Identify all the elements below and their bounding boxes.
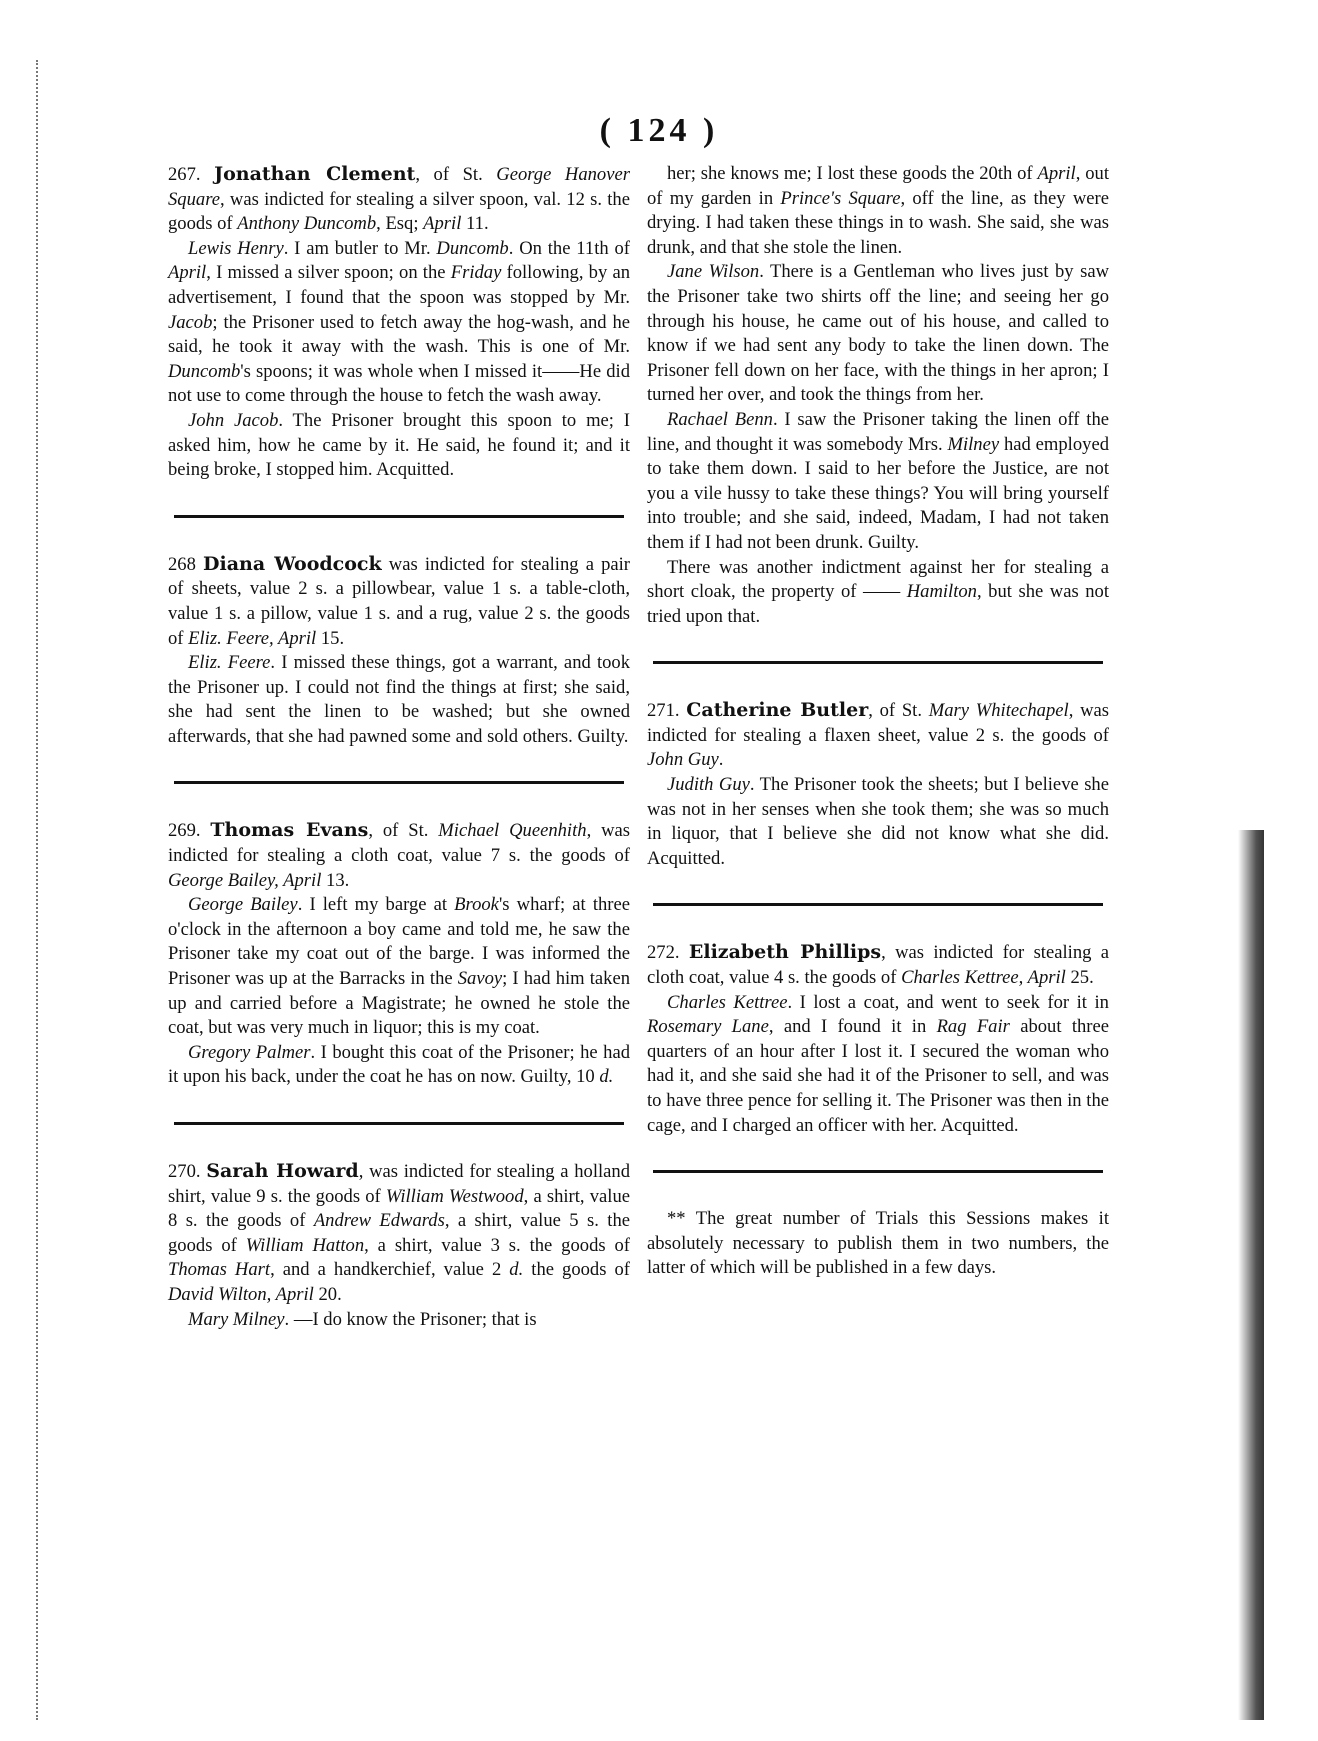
text-run: . The Prisoner brought this spoon to me; I asked him, how he came by it. He said, he found it; and it being broke, I stopped him. xyxy=(168,409,630,481)
italic-run: d. xyxy=(599,1066,614,1088)
text-run: ; the Prisoner used to fetch away the hog-wash, and he said, he took it away with the wash. This is one of Mr. xyxy=(168,311,630,358)
trial-entry xyxy=(168,552,630,750)
text-run: 15. xyxy=(316,627,345,649)
text-run: , a shirt, value 8 s. the goods of xyxy=(168,1185,630,1232)
text-run: , but she was not tried upon that. xyxy=(647,581,1109,627)
text-run: had employed to take them down. I said to her before the Justice, are not you a vile hussy to take these things? You will bring yourself into trouble; and she said, indeed, Madam, I had not taken them if I had not been drunk. xyxy=(647,433,1109,553)
text-run: 11. xyxy=(461,213,489,235)
scan-margin-right xyxy=(1238,830,1264,1720)
text-run: , and I found it in xyxy=(768,1016,937,1038)
testimony-paragraph xyxy=(168,893,630,1041)
trial-entry xyxy=(647,940,1109,1138)
italic-run: Eliz. Feere, April xyxy=(188,627,317,649)
italic-run: Thomas Hart xyxy=(168,1259,271,1281)
section-divider xyxy=(174,1122,624,1125)
notice-text: ** The great number of Trials this Sessions makes it absolutely necessary to publish them in two numbers, the latter of which will be published in a few days. xyxy=(647,1208,1109,1279)
text-run: , out of my garden in xyxy=(647,163,1109,209)
text-run: , was indicted for stealing a cloth coat, value 7 s. the goods of xyxy=(168,820,631,867)
text-run: . I am butler to Mr. xyxy=(283,237,437,259)
italic-run: Prince's Square xyxy=(780,187,901,209)
defendant-name: Diana Woodcock xyxy=(203,552,382,575)
text-run: 268 xyxy=(168,553,204,575)
scan-margin-left xyxy=(36,60,64,1720)
testimony-paragraph xyxy=(647,991,1109,1139)
verdict: Guilty, 10 xyxy=(520,1066,600,1088)
italic-run: April xyxy=(423,213,462,235)
text-run: 267. xyxy=(168,164,215,185)
italic-run: William Westwood xyxy=(385,1185,524,1207)
text-run: , a shirt, value 5 s. the goods of xyxy=(168,1210,631,1256)
text-run: , was indicted for stealing a flaxen sheet, value 2 s. the goods of xyxy=(647,700,1109,746)
witness-name: Rachael Benn xyxy=(667,408,773,430)
text-run: . I missed these things, got a warrant, and took the Prisoner up. I could not find the things at first; she said, she had sent the linen to be washed; but she owned afterwards, that she had pawned some and sold others. xyxy=(168,652,631,747)
defendant-name: Thomas Evans xyxy=(210,819,369,842)
testimony-paragraph xyxy=(168,651,630,749)
verdict: Acquitted. xyxy=(647,847,725,869)
text-run: , was indicted for stealing a holland shirt, value 9 s. the goods of xyxy=(168,1161,631,1207)
italic-run: Andrew Edwards xyxy=(313,1210,445,1232)
defendant-name: Catherine Butler xyxy=(686,699,869,722)
witness-name: Mary Milney xyxy=(188,1308,285,1330)
text-run: ; I had him taken up and carried before a Magistrate; he owned he stole the coat, but was very much in liquor; this is my coat. xyxy=(168,968,630,1039)
section-divider xyxy=(653,1170,1103,1173)
testimony-paragraph xyxy=(647,260,1109,408)
witness-name: Judith Guy xyxy=(667,774,750,796)
testimony-paragraph xyxy=(168,237,630,409)
indictment-paragraph xyxy=(647,162,1109,260)
text-run: . There is a Gentleman who lives just by saw the Prisoner take two shirts off the line; and seeing her go through his house, he came out of his house, and called to know if we had sent any body to take the linen down. The Prisoner fell down on her face, with the things in her apron; I turned her over, and took the things from her. xyxy=(647,261,1110,406)
left-column xyxy=(168,162,630,1332)
text-run: her; she knows me; I lost these goods the 20th of xyxy=(667,163,1038,184)
page-number: ( 124 ) xyxy=(599,112,719,149)
text-run: , was indicted for stealing a cloth coat, value 4 s. the goods of xyxy=(647,942,1109,989)
text-run: 's spoons; it was whole when I missed it——He did not use to come through the house to fetch the wash away. xyxy=(168,360,630,407)
defendant-name: Sarah Howard xyxy=(206,1160,359,1182)
text-run: , of St. xyxy=(368,820,439,842)
text-run: following, by an advertisement, I found that the spoon was stopped by Mr. xyxy=(168,262,630,308)
italic-run: April xyxy=(1037,163,1076,184)
witness-name: Charles Kettree xyxy=(667,991,788,1013)
italic-run: John Guy xyxy=(647,749,719,771)
italic-run: Brook xyxy=(454,894,499,916)
italic-run: d. xyxy=(509,1259,524,1281)
indictment-paragraph xyxy=(168,818,630,893)
text-run: . The Prisoner took the sheets; but I believe she was not in her senses when she took them; she was so much in liquor, that I believe she did not know what she did. xyxy=(647,774,1109,845)
text-run: . xyxy=(718,749,724,771)
text-run: . —I do know the Prisoner; that is xyxy=(284,1308,537,1330)
text-run: . I saw the Prisoner taking the linen off the line, and thought it was somebody Mrs. xyxy=(647,408,1109,455)
witness-name: Lewis Henry xyxy=(188,237,284,259)
verdict: Acquitted. xyxy=(940,1114,1019,1136)
defendant-name: Elizabeth Phillips xyxy=(688,941,882,964)
text-run: , a shirt, value 3 s. the goods of xyxy=(364,1234,630,1256)
text-run: the goods of xyxy=(523,1259,630,1281)
testimony-paragraph xyxy=(647,556,1109,630)
section-divider xyxy=(174,515,624,518)
text-run: 270. xyxy=(168,1161,207,1182)
witness-name: George Bailey xyxy=(188,894,298,916)
indictment-paragraph xyxy=(168,552,630,651)
italic-run: William Hatton xyxy=(245,1234,365,1256)
trial-entry xyxy=(168,818,630,1090)
publication-notice xyxy=(647,1207,1109,1281)
text-run: , I missed a silver spoon; on the xyxy=(206,262,451,284)
witness-name: Eliz. Feere xyxy=(188,652,271,674)
testimony-paragraph xyxy=(168,1041,630,1090)
indictment-paragraph xyxy=(168,1159,630,1308)
italic-run: George Hanover Square xyxy=(168,164,630,210)
italic-run: Anthony Duncomb xyxy=(237,213,377,235)
italic-run: Mary Whitechapel xyxy=(928,700,1069,722)
italic-run: David Wilton, April xyxy=(168,1283,314,1305)
testimony-paragraph xyxy=(647,408,1109,556)
testimony-paragraph xyxy=(168,409,630,483)
italic-run: Milney xyxy=(947,433,1000,455)
italic-run: Savoy xyxy=(457,968,503,990)
verdict: Guilty. xyxy=(577,725,629,747)
italic-run: Jacob xyxy=(168,311,213,333)
text-run: 269. xyxy=(168,820,211,842)
text-run: There was another indictment against her for stealing a short cloak, the property of —— xyxy=(647,556,1109,603)
testimony-paragraph xyxy=(647,773,1109,871)
italic-run: Charles Kettree, April xyxy=(901,967,1066,989)
text-run: , and a handkerchief, value 2 xyxy=(270,1259,510,1281)
text-run: 20. xyxy=(313,1283,342,1305)
witness-name: John Jacob xyxy=(188,409,279,431)
text-run: 's wharf; at three o'clock in the afternoon a boy came and told me, he saw the Prisoner take my coat out of the barge. I was informed the Prisoner was up at the Barracks in the xyxy=(168,894,630,990)
testimony-paragraph xyxy=(168,1308,630,1333)
italic-run: Rosemary Lane xyxy=(647,1016,769,1038)
trial-entry xyxy=(168,1159,630,1332)
italic-run: Duncomb xyxy=(436,237,509,259)
verdict: Acquitted. xyxy=(376,459,455,481)
trial-entry xyxy=(647,162,1109,629)
text-run: . I left my barge at xyxy=(297,894,455,916)
italic-run: April xyxy=(168,262,207,284)
text-run: , Esq; xyxy=(376,213,424,235)
indictment-paragraph xyxy=(168,162,630,237)
defendant-name: Jonathan Clement xyxy=(214,163,416,185)
section-divider xyxy=(653,661,1103,664)
section-divider xyxy=(174,781,624,784)
verdict: Guilty. xyxy=(868,531,919,553)
text-run: , was indicted for stealing a silver spoon, val. 12 s. the goods of xyxy=(168,188,630,235)
text-run: , off the line, as they were drying. I had taken these things in to wash. She said, she was drunk, and that she stole the linen. xyxy=(647,187,1109,258)
text-run: 25. xyxy=(1065,967,1094,989)
italic-run: George Bailey, April xyxy=(168,869,322,891)
trial-entry xyxy=(168,162,630,483)
right-column xyxy=(647,162,1109,1281)
witness-name: Gregory Palmer xyxy=(188,1041,311,1063)
text-run: . I bought this coat of the Prisoner; he had it upon his back, under the coat he has on now. xyxy=(168,1041,630,1088)
indictment-paragraph xyxy=(647,698,1109,773)
text-run: 272. xyxy=(647,942,689,964)
text-run: 271. xyxy=(647,700,687,722)
text-run: was indicted for stealing a pair of sheets, value 2 s. a pillowbear, value 1 s. a table-cloth, value 1 s. a pillow, value 1 s. and a rug, value 2 s. the goods of xyxy=(168,553,630,649)
italic-run: Michael Queenhith xyxy=(438,820,587,842)
text-run: . On the 11th of xyxy=(508,237,630,259)
text-run: , of St. xyxy=(415,164,497,185)
italic-run: Rag Fair xyxy=(936,1016,1010,1038)
text-run: . I lost a coat, and went to seek for it in xyxy=(787,991,1109,1013)
text-run: about three quarters of an hour after I lost it. I secured the woman who had it, and she said she had it of the Prisoner to sell, and was to have three pence for selling it. The Prisoner was then in the cage, and I charged an officer with her. xyxy=(647,1016,1109,1136)
italic-run: Friday xyxy=(450,262,502,284)
text-run: , of St. xyxy=(868,700,929,722)
trial-entry xyxy=(647,698,1109,871)
italic-run: Hamilton xyxy=(906,581,977,603)
text-run: 13. xyxy=(321,869,350,891)
witness-name: Jane Wilson xyxy=(667,261,760,283)
section-divider xyxy=(653,903,1103,906)
italic-run: Duncomb xyxy=(168,360,241,382)
indictment-paragraph xyxy=(647,940,1109,990)
